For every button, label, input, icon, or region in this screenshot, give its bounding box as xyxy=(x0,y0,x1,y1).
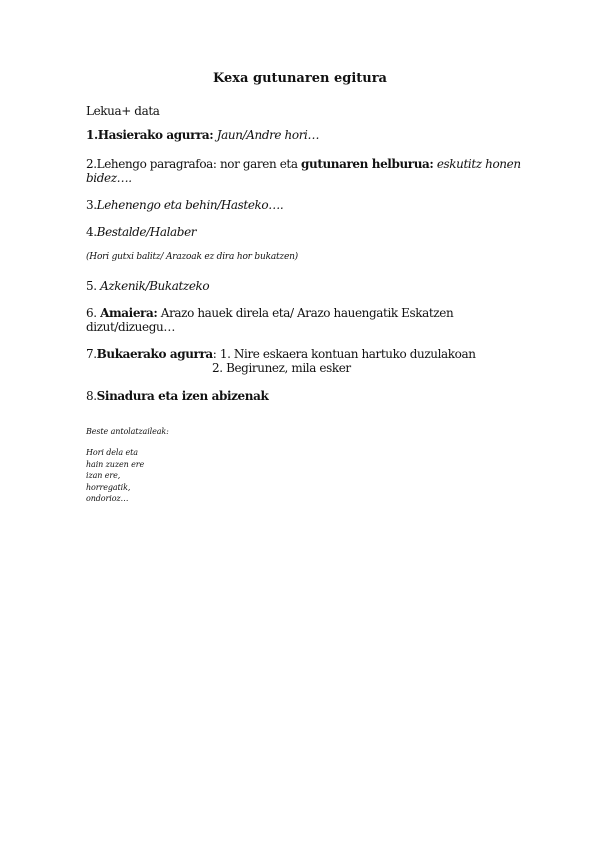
connectors-heading-text: Beste antolatzaileak: xyxy=(86,427,169,436)
note-line xyxy=(86,252,298,262)
item-5-text: Azkenik/Bukatzeko xyxy=(100,279,210,293)
connector-item xyxy=(86,482,144,494)
connector-item xyxy=(86,459,144,471)
item-7-number: 7. xyxy=(86,347,97,361)
item-5-number: 5. xyxy=(86,279,101,293)
item-3-number: 3. xyxy=(86,198,97,212)
item-4-text: Bestalde/Halaber xyxy=(96,225,197,239)
item-6 xyxy=(86,306,453,320)
item-4-number: 4. xyxy=(86,225,97,239)
item-7-colon: : xyxy=(212,347,217,361)
connector-item xyxy=(86,493,144,505)
connectors-heading xyxy=(86,426,169,438)
item-6-text: Arazo hauek direla eta/ Arazo hauengatik Eskatzen xyxy=(157,306,454,320)
connector-text: Hori dela eta xyxy=(86,448,138,457)
document-title: Kexa gutunaren egitura xyxy=(213,71,387,86)
item-3-text: Lehenengo eta behin/Hasteko…. xyxy=(96,198,284,212)
item-3 xyxy=(86,198,283,212)
item-2 xyxy=(86,157,521,171)
item-2-number: 2. xyxy=(86,157,97,171)
item-1 xyxy=(86,128,319,142)
connectors-list xyxy=(86,447,144,505)
connector-text: izan ere, xyxy=(86,471,121,480)
item-2-heading: gutunaren helburua: xyxy=(301,157,434,171)
item-8 xyxy=(86,389,268,403)
item-2-continuation xyxy=(86,171,132,185)
item-8-heading: Sinadura eta izen abizenak xyxy=(96,389,269,403)
place-date-line: Lekua+ data xyxy=(86,104,160,118)
item-2-example: eskutitz honen xyxy=(433,157,521,171)
note-text: (Hori gutxi balitz/ Arazoak ez dira hor bukatzen) xyxy=(86,252,298,262)
item-6-number: 6. xyxy=(86,306,101,320)
item-7-option-2: 2. Begirunez, mila esker xyxy=(212,361,351,375)
item-7 xyxy=(86,347,476,361)
item-7-heading: Bukaerako agurra xyxy=(96,347,213,361)
item-1-heading: Hasierako agurra: xyxy=(97,128,214,142)
item-2-text: Lehengo paragrafoa: nor garen eta xyxy=(96,157,301,171)
item-1-example: Jaun/Andre hori… xyxy=(213,128,320,142)
item-5 xyxy=(86,279,209,293)
item-6-heading: Amaiera: xyxy=(100,306,158,320)
connector-text: hain zuzen ere xyxy=(86,459,145,469)
connector-item xyxy=(86,470,144,482)
connector-item xyxy=(86,447,144,459)
item-8-number: 8. xyxy=(86,389,97,403)
item-4 xyxy=(86,225,196,239)
connector-text: ondorioz… xyxy=(86,494,129,503)
item-1-number: 1. xyxy=(86,128,98,142)
connector-text: horregatik, xyxy=(86,482,131,492)
item-7-option-1: 1. Nire eskaera kontuan hartuko duzulakoan xyxy=(216,347,476,361)
item-6-continuation: dizut/dizuegu… xyxy=(86,320,175,334)
item-2-example-cont: bidez…. xyxy=(86,171,132,185)
